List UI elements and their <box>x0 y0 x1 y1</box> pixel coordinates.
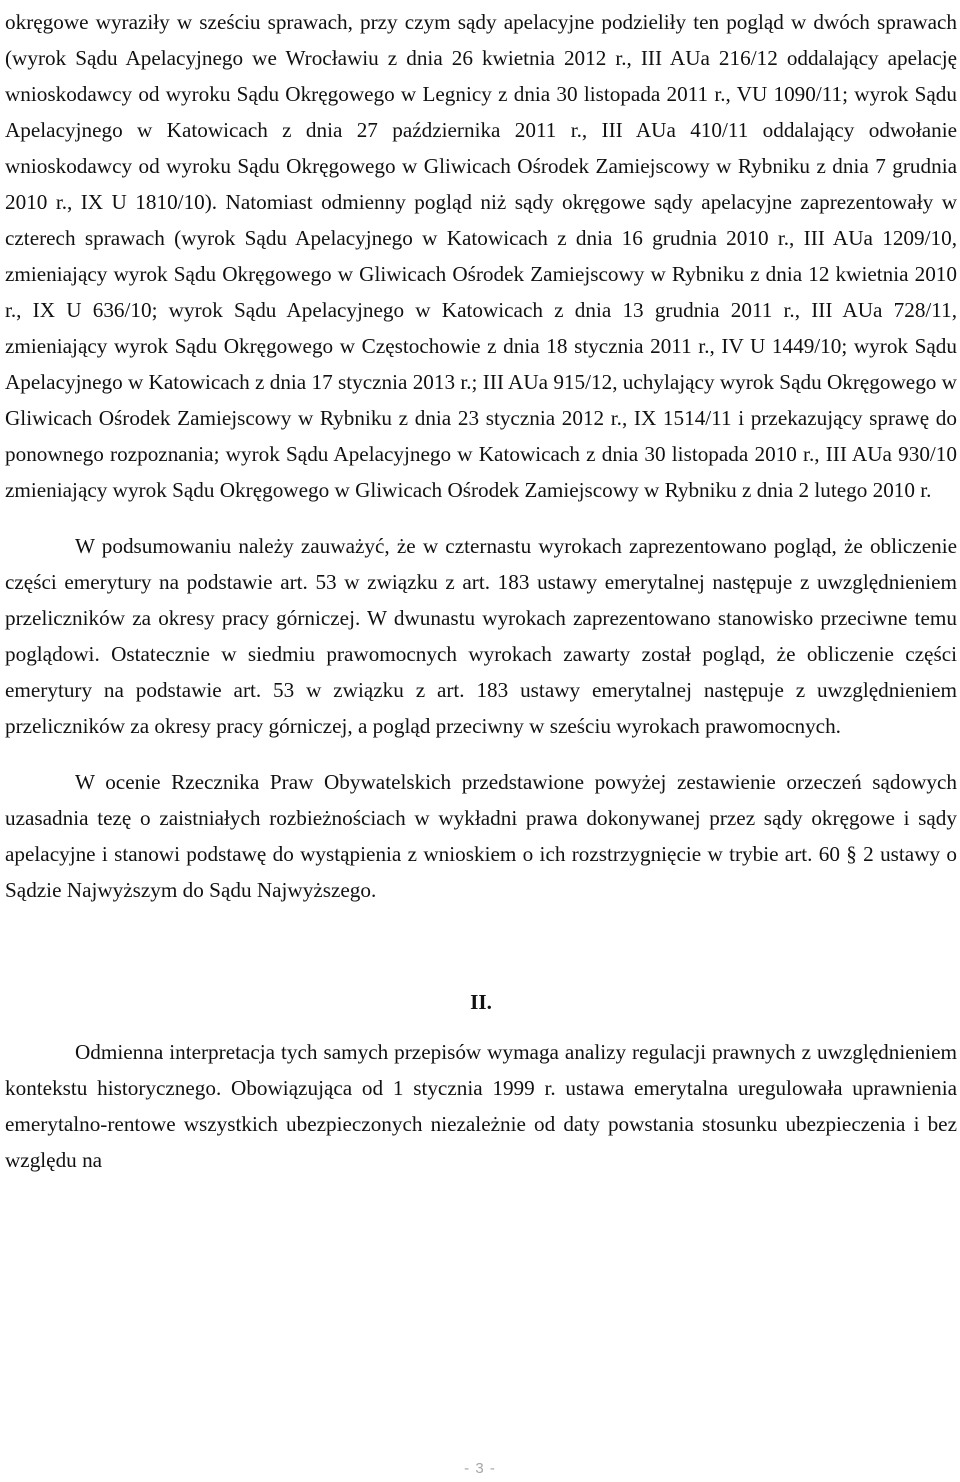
paragraph-summary: W podsumowaniu należy zauważyć, że w czternastu wyrokach zaprezentowano pogląd, że obliczenie części emerytury na podstawie art. 53 w związku z art. 183 ustawy emerytalnej następuje z uwzględnieniem przeliczników za okresy pracy górniczej. W dwunastu wyrokach zaprezentowano stanowisko przeciwne temu poglądowi. Ostatecznie w siedmiu prawomocnych wyrokach zawarty został pogląd, że obliczenie części emerytury na podstawie art. 53 w związku z art. 183 ustawy emerytalnej następuje z uwzględnieniem przeliczników za okresy pracy górniczej, a pogląd przeciwny w sześciu wyrokach prawomocnych. <box>5 534 957 738</box>
paragraph-court-rulings-list: okręgowe wyraziły w sześciu sprawach, przy czym sądy apelacyjne podzieliły ten pogląd w dwóch sprawach (wyrok Sądu Apelacyjnego we Wrocławiu z dnia 26 kwietnia 2012 r., III AUa 216/12 oddalający apelację wnioskodawcy od wyroku Sądu Okręgowego w Legnicy z dnia 30 listopada 2011 r., VU 1090/11; wyrok Sądu Apelacyjnego w Katowicach z dnia 27 października 2011 r., III AUa 410/11 oddalający odwołanie wnioskodawcy od wyroku Sądu Okręgowego w Gliwicach Ośrodek Zamiejscowy w Rybniku z dnia 7 grudnia 2010 r., IX U 1810/10). Natomiast odmienny pogląd niż sądy okręgowe sądy apelacyjne zaprezentowały w czterech sprawach (wyrok Sądu Apelacyjnego w Katowicach z dnia 16 grudnia 2010 r., III AUa 1209/10, zmieniający wyrok Sądu Okręgowego w Gliwicach Ośrodek Zamiejscowy w Rybniku z dnia 12 kwietnia 2010 r., IX U 636/10; wyrok Sądu Apelacyjnego w Katowicach z dnia 13 grudnia 2011 r., III AUa 728/11, zmieniający wyrok Sądu Okręgowego w Częstochowie z dnia 18 stycznia 2011 r., IV U 1449/10; wyrok Sądu Apelacyjnego w Katowicach z dnia 17 stycznia 2013 r.; III AUa 915/12, uchylający wyrok Sądu Okręgowego w Gliwicach Ośrodek Zamiejscowy w Rybniku z dnia 23 stycznia 2012 r., IX 1514/11 i przekazujący sprawę do ponownego rozpoznania; wyrok Sądu Apelacyjnego w Katowicach z dnia 30 listopada 2010 r., III AUa 930/10 zmieniający wyrok Sądu Okręgowego w Gliwicach Ośrodek Zamiejscowy w Rybniku z dnia 2 lutego 2010 r. <box>5 10 957 502</box>
document-page <box>5 4 957 1178</box>
page-number: - 3 - <box>464 1460 496 1477</box>
paragraph-section-intro: Odmienna interpretacja tych samych przepisów wymaga analizy regulacji prawnych z uwzględnieniem kontekstu historycznego. Obowiązująca od 1 stycznia 1999 r. ustawa emerytalna uregulowała uprawnienia emerytalno-rentowe wszystkich ubezpieczonych niezależnie od daty powstania stosunku ubezpieczenia i bez względu na <box>5 1040 957 1172</box>
section-heading: II. <box>470 990 492 1014</box>
paragraph-ombudsman-opinion: W ocenie Rzecznika Praw Obywatelskich przedstawione powyżej zestawienie orzeczeń sądowych uzasadnia tezę o zaistniałych rozbieżnościach w wykładni prawa dokonywanej przez sądy okręgowe i sądy apelacyjne i stanowi podstawę do wystąpienia z wnioskiem o ich rozstrzygnięcie w trybie art. 60 § 2 ustawy o Sądzie Najwyższym do Sądu Najwyższego. <box>5 770 957 902</box>
